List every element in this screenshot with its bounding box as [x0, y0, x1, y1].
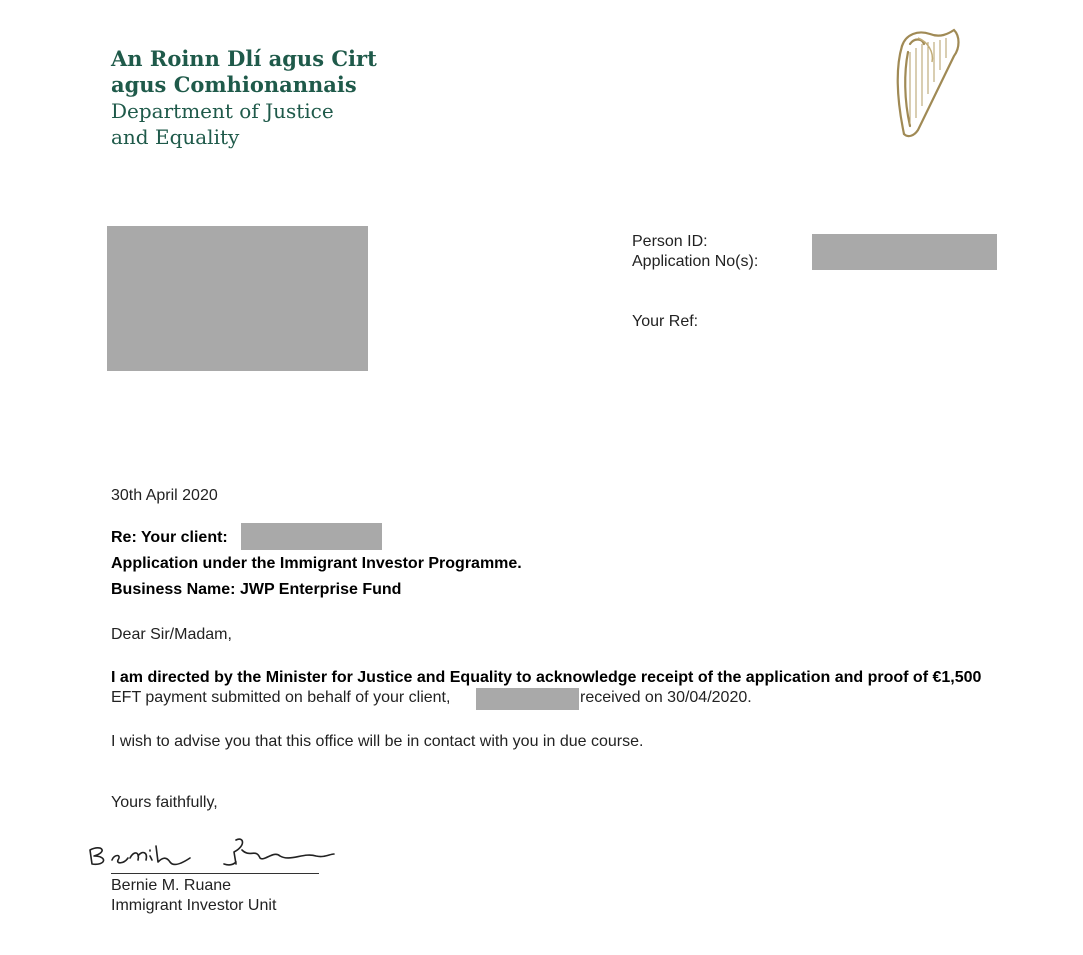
dept-name-irish-line2: agus Comhionannais — [111, 72, 357, 97]
body-line-2-end: received on 30/04/2020. — [580, 689, 752, 706]
body-paragraph-2: I wish to advise you that this office will be in contact with you in due course. — [111, 733, 644, 750]
dept-name-english-line1: Department of Justice — [111, 99, 334, 123]
closing: Yours faithfully, — [111, 794, 218, 811]
signature-line — [111, 873, 319, 874]
re-client-label: Re: Your client: — [111, 529, 228, 546]
client-name-redaction — [241, 523, 382, 550]
body-line-1: I am directed by the Minister for Justice and Equality to acknowledge receipt of the application and proof of €1,500 — [111, 669, 982, 686]
department-header — [111, 46, 377, 150]
recipient-address-redaction — [107, 226, 368, 371]
application-no-label: Application No(s): — [632, 253, 759, 270]
salutation: Dear Sir/Madam, — [111, 626, 232, 643]
harp-emblem-icon — [888, 26, 966, 140]
body-line-2-start: EFT payment submitted on behalf of your client, — [111, 689, 451, 706]
handwritten-signature — [84, 828, 340, 874]
dept-name-irish-line1: An Roinn Dlí agus Cirt — [111, 46, 377, 71]
client-name-redaction-2 — [476, 688, 579, 710]
letter-date: 30th April 2020 — [111, 487, 218, 504]
dept-name-english-line2: and Equality — [111, 125, 240, 149]
signatory-name: Bernie M. Ruane — [111, 877, 232, 894]
your-ref-label: Your Ref: — [632, 313, 699, 330]
signatory-unit: Immigrant Investor Unit — [111, 897, 277, 914]
reference-numbers-redaction — [812, 234, 997, 270]
business-name-line: Business Name: JWP Enterprise Fund — [111, 581, 402, 598]
person-id-label: Person ID: — [632, 233, 708, 250]
subject-line: Application under the Immigrant Investor Programme. — [111, 555, 522, 572]
reference-block — [632, 232, 758, 332]
